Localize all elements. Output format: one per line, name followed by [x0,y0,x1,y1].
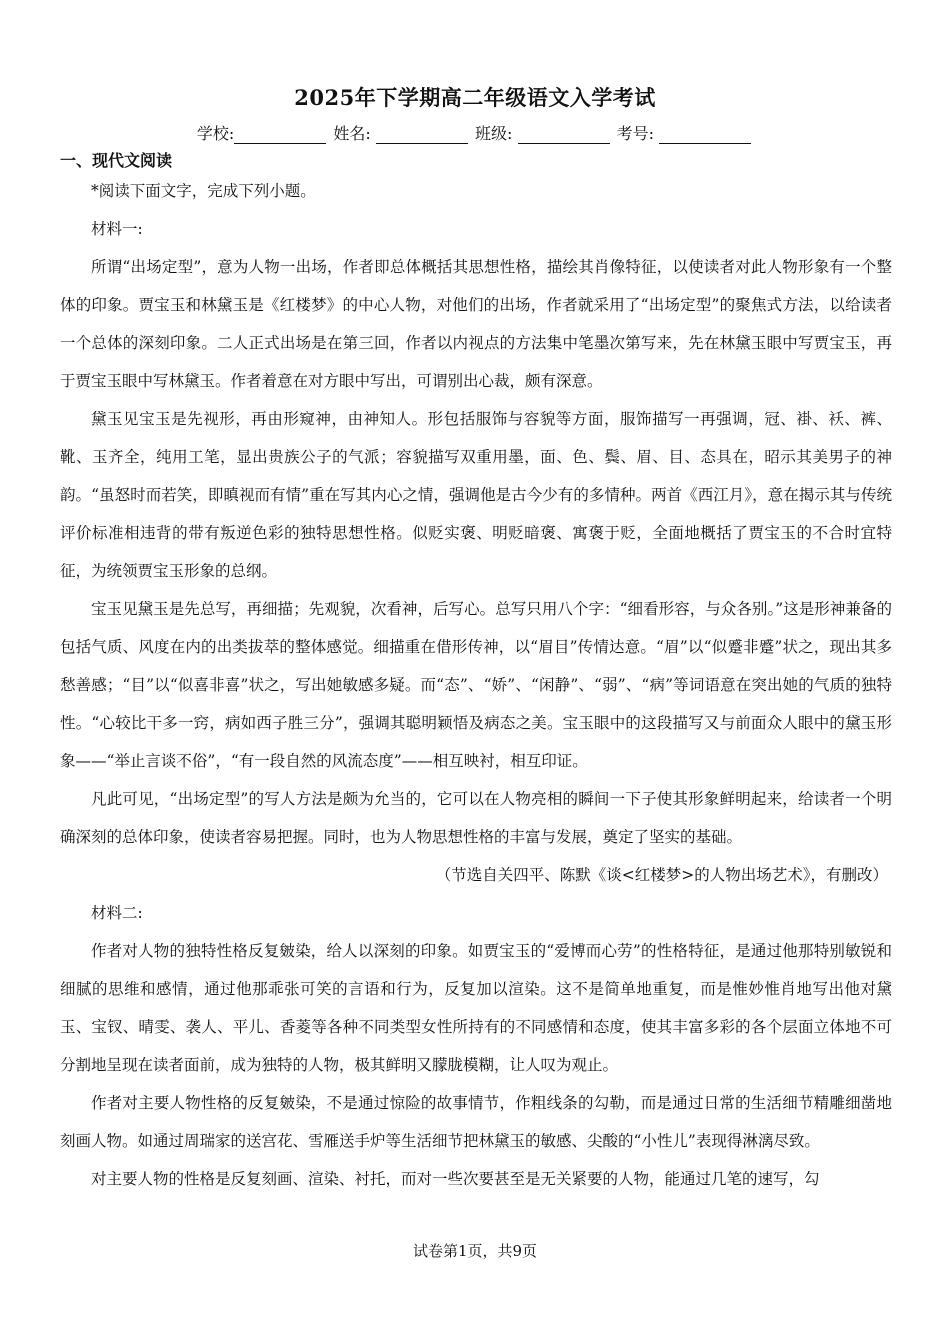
paragraph: 对主要人物的性格是反复刻画、渲染、衬托，而对一些次要甚至是无关紧要的人物，能通过几笔的速写，勾 [91,1170,820,1188]
source-citation: （节选自关四平、陈默《谈<红楼梦>的人物出场艺术》，有删改） [435,866,888,884]
name-label: 姓名: [333,124,371,143]
paragraph: 黛玉见宝玉是先视形，再由形窥神，由神知人。形包括服饰与容貌等方面，服饰描写一再强调，冠、褂、袄、裤、靴、玉齐全，纯用工笔，显出贵族公子的气派；容貌描写双重用墨，面、色、鬓、眉、目、态具在，昭示其美男子的神韵。“虽怒时而若笑，即瞋视而有情”重在写其内心之情，强调他是古今少有的多情种。两首《西江月》，意在揭示其与传统评价标准相违背的带有叛逆色彩的独特思想性格。似贬实褒、明贬暗褒、寓褒于贬，全面地概括了贾宝玉的不合时宜特征，为统领贾宝玉形象的总纲。 [60,410,892,580]
school-field[interactable] [234,128,326,144]
instruction: *阅读下面文字，完成下列小题。 [91,182,316,200]
section-heading: 一、现代文阅读 [60,151,173,170]
exam-no-field[interactable] [659,128,751,144]
paragraph: 作者对人物的独特性格反复皴染，给人以深刻的印象。如贾宝玉的“爱博而心劳”的性格特征，是通过他那特别敏锐和细腻的思维和感情，通过他那乖张可笑的言语和行为，反复加以渲染。这不是简单地重复，而是惟妙惟肖地写出他对黛玉、宝钗、晴雯、袭人、平儿、香菱等各种不同类型女性所持有的不同感情和态度，使其丰富多彩的各个层面立体地不可分割地呈现在读者面前，成为独特的人物，极其鲜明又朦胧模糊，让人叹为观止。 [60,942,892,1074]
name-field[interactable] [376,128,468,144]
class-label: 班级: [475,124,513,143]
exam-no-label: 考号: [616,124,654,143]
material-one-label: 材料一: [91,220,143,238]
material-two-label: 材料二: [91,904,143,922]
paragraph: 凡此可见，“出场定型”的写人方法是颇为允当的，它可以在人物亮相的瞬间一下子使其形象鲜明起来，给读者一个明确深刻的总体印象，使读者容易把握。同时，也为人物思想性格的丰富与发展，奠定了坚实的基础。 [60,790,892,846]
reading-passage [60,172,892,1198]
paragraph: 所谓“出场定型”，意为人物一出场，作者即总体概括其思想性格，描绘其肖像特征，以使读者对此人物形象有一个整体的印象。贾宝玉和林黛玉是《红楼梦》的中心人物，对他们的出场，作者就采用了“出场定型”的聚焦式方法，以给读者一个总体的深刻印象。二人正式出场是在第三回，作者以内视点的方法集中笔墨次第写来，先在林黛玉眼中写贾宝玉，再于贾宝玉眼中写林黛玉。作者着意在对方眼中写出，可谓别出心裁，颇有深意。 [60,258,892,390]
student-info-line [0,121,950,144]
class-field[interactable] [518,128,610,144]
school-label: 学校: [196,124,235,143]
exam-title: 2025年下学期高二年级语文入学考试 [294,85,656,110]
page-footer: 试卷第1页，共9页 [412,1242,538,1260]
paragraph: 作者对主要人物性格的反复皴染，不是通过惊险的故事情节，作粗线条的勾勒，而是通过日常的生活细节精雕细凿地刻画人物。如通过周瑞家的送宫花、雪雁送手炉等生活细节把林黛玉的敏感、尖酸的“小性儿”表现得淋漓尽致。 [60,1094,892,1150]
paragraph: 宝玉见黛玉是先总写，再细描；先观貌，次看神，后写心。总写只用八个字：“细看形容，与众各别。”这是形神兼备的包括气质、风度在内的出类拔萃的整体感觉。细描重在借形传神，以“眉目”传情达意。“眉”以“似蹙非蹙”状之，现出其多愁善感；“目”以“似喜非喜”状之，写出她敏感多疑。而“态”、“娇”、“闲静”、“弱”、“病”等词语意在突出她的气质的独特性。“心较比干多一窍，病如西子胜三分”，强调其聪明颖悟及病态之美。宝玉眼中的这段描写又与前面众人眼中的黛玉形象——“举止言谈不俗”，“有一段自然的风流态度”——相互映衬，相互印证。 [60,600,892,770]
